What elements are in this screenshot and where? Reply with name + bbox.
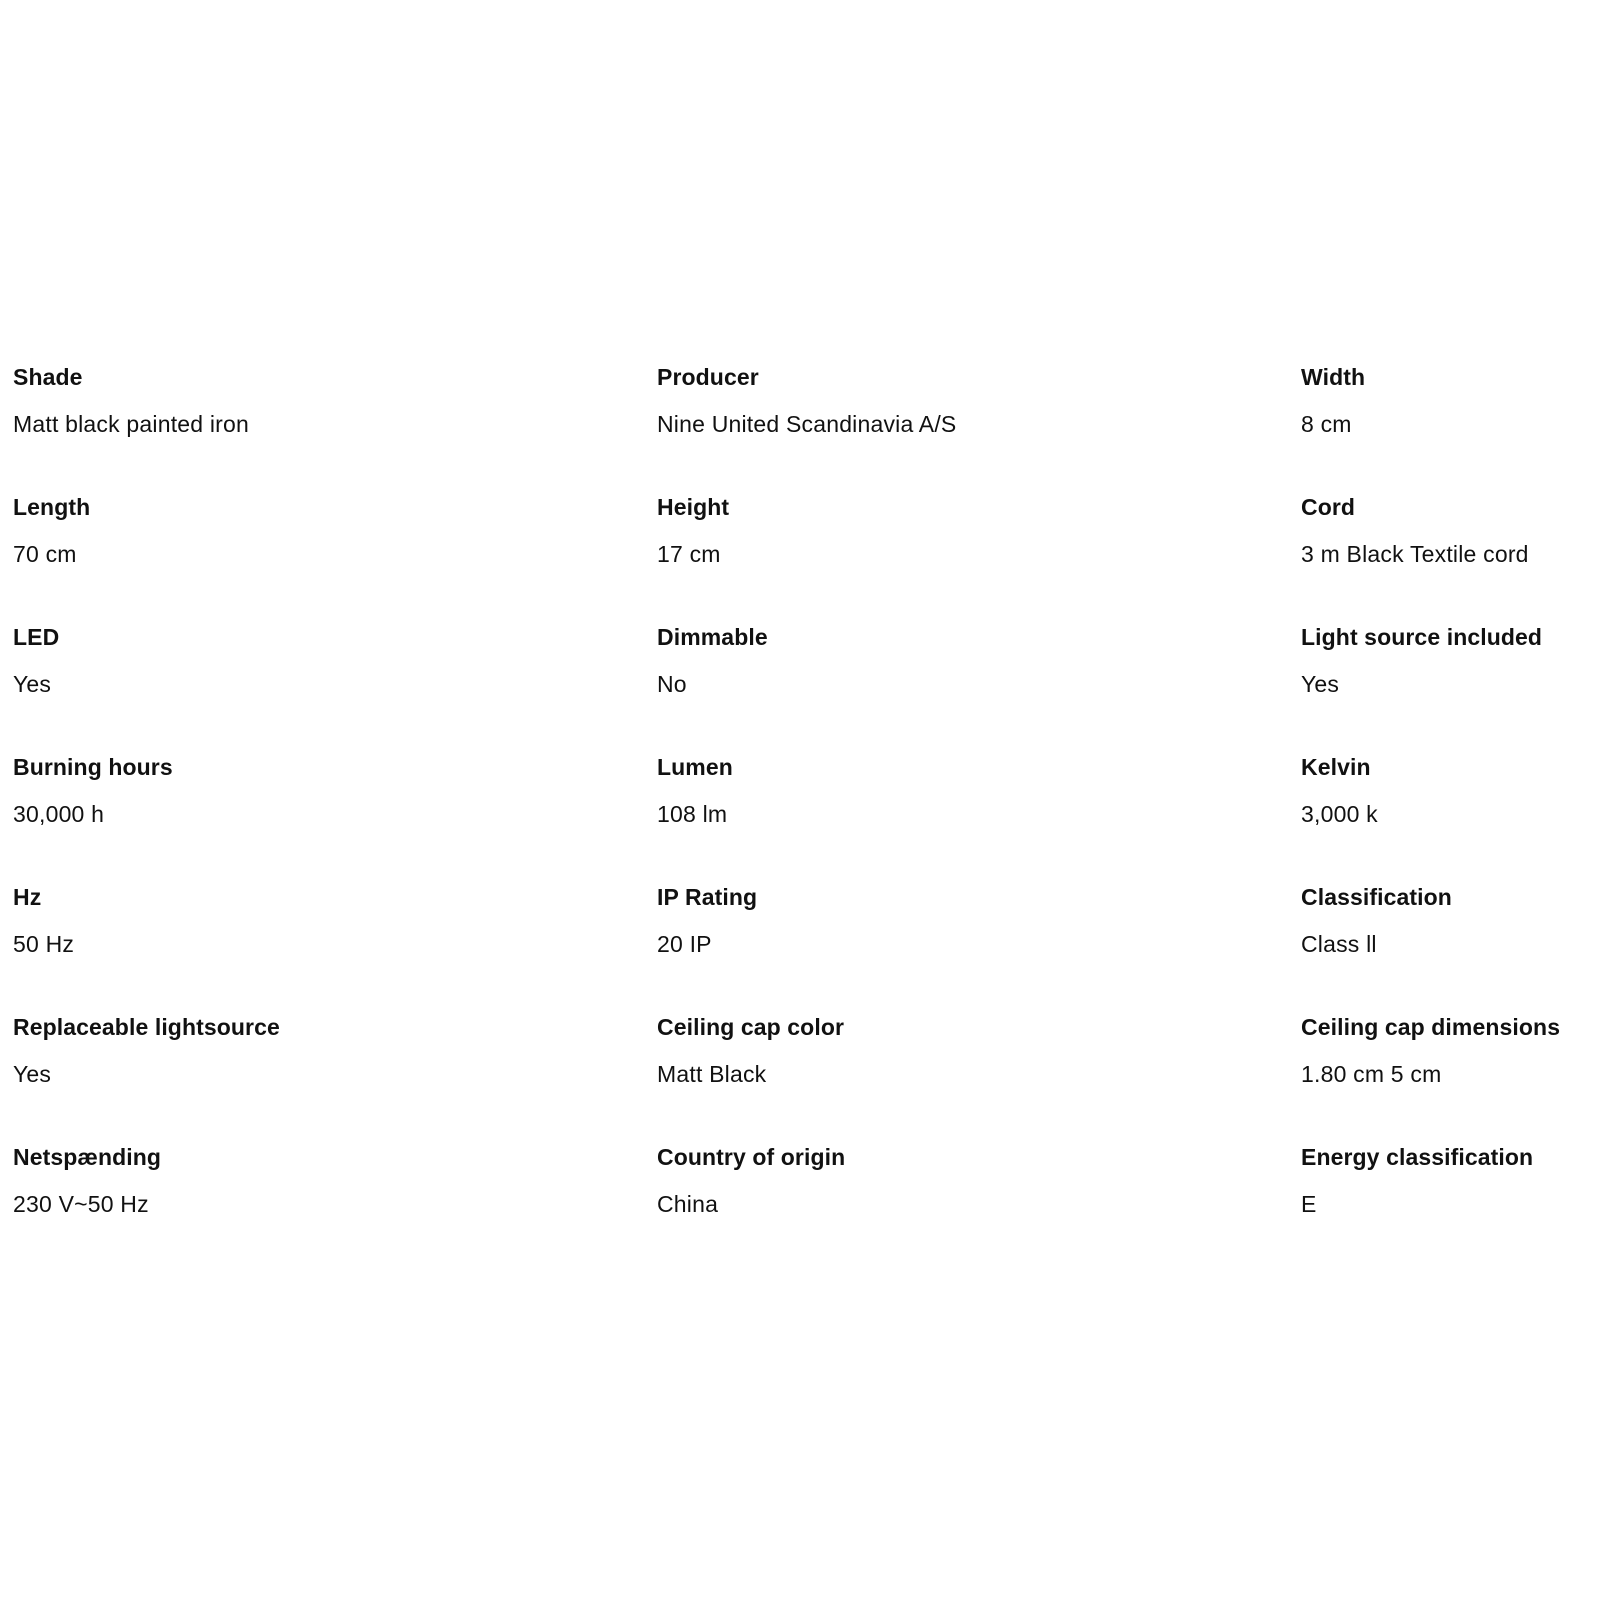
spec-value: No xyxy=(657,671,687,697)
spec-value: 17 cm xyxy=(657,541,721,567)
spec-value: 8 cm xyxy=(1301,411,1352,437)
spec-value: 20 IP xyxy=(657,931,712,957)
spec-value: Nine United Scandinavia A/S xyxy=(657,411,957,437)
spec-led xyxy=(13,623,657,753)
spec-label: Burning hours xyxy=(13,754,173,780)
spec-label: Ceiling cap dimensions xyxy=(1301,1014,1561,1040)
spec-label: Width xyxy=(1301,364,1366,390)
spec-shade xyxy=(13,363,657,493)
spec-label: Replaceable lightsource xyxy=(13,1014,280,1040)
spec-label: IP Rating xyxy=(657,884,758,910)
spec-label: Kelvin xyxy=(1301,754,1371,780)
spec-kelvin xyxy=(1301,753,1600,883)
spec-value: 70 cm xyxy=(13,541,77,567)
spec-label: Ceiling cap color xyxy=(657,1014,845,1040)
spec-value: 3,000 k xyxy=(1301,801,1378,827)
spec-value: Yes xyxy=(1301,671,1340,697)
spec-value: 230 V~50 Hz xyxy=(13,1191,149,1217)
spec-label: Producer xyxy=(657,364,759,390)
spec-length xyxy=(13,493,657,623)
spec-value: 108 lm xyxy=(657,801,728,827)
spec-country-of-origin xyxy=(657,1143,1301,1273)
spec-ip-rating xyxy=(657,883,1301,1013)
spec-value: 3 m Black Textile cord xyxy=(1301,541,1529,567)
spec-width xyxy=(1301,363,1600,493)
spec-classification xyxy=(1301,883,1600,1013)
spec-netspaending xyxy=(13,1143,657,1273)
spec-value: 30,000 h xyxy=(13,801,105,827)
spec-value: E xyxy=(1301,1191,1317,1217)
spec-cord xyxy=(1301,493,1600,623)
spec-value: Matt Black xyxy=(657,1061,767,1087)
spec-energy-classification xyxy=(1301,1143,1600,1273)
spec-ceiling-cap-dimensions xyxy=(1301,1013,1600,1143)
spec-label: Dimmable xyxy=(657,624,768,650)
spec-producer xyxy=(657,363,1301,493)
spec-label: Classification xyxy=(1301,884,1452,910)
spec-light-source-included xyxy=(1301,623,1600,753)
spec-value: 1.80 cm 5 cm xyxy=(1301,1061,1442,1087)
spec-label: Length xyxy=(13,494,91,520)
spec-replaceable-lightsource xyxy=(13,1013,657,1143)
spec-label: Cord xyxy=(1301,494,1356,520)
spec-lumen xyxy=(657,753,1301,883)
spec-value: Matt black painted iron xyxy=(13,411,250,437)
spec-dimmable xyxy=(657,623,1301,753)
spec-value: Yes xyxy=(13,671,52,697)
spec-value: 50 Hz xyxy=(13,931,75,957)
spec-label: Country of origin xyxy=(657,1144,846,1170)
spec-value: China xyxy=(657,1191,719,1217)
spec-label: Hz xyxy=(13,884,42,910)
spec-label: Netspænding xyxy=(13,1144,162,1170)
spec-value: Yes xyxy=(13,1061,52,1087)
spec-label: Energy classification xyxy=(1301,1144,1534,1170)
spec-ceiling-cap-color xyxy=(657,1013,1301,1143)
spec-burning-hours xyxy=(13,753,657,883)
spec-label: Light source included xyxy=(1301,624,1543,650)
spec-label: LED xyxy=(13,624,60,650)
spec-height xyxy=(657,493,1301,623)
spec-label: Shade xyxy=(13,364,83,390)
spec-label: Lumen xyxy=(657,754,733,780)
spec-hz xyxy=(13,883,657,1013)
product-spec-grid xyxy=(13,363,1600,1273)
spec-value: Class ll xyxy=(1301,931,1377,957)
spec-label: Height xyxy=(657,494,730,520)
